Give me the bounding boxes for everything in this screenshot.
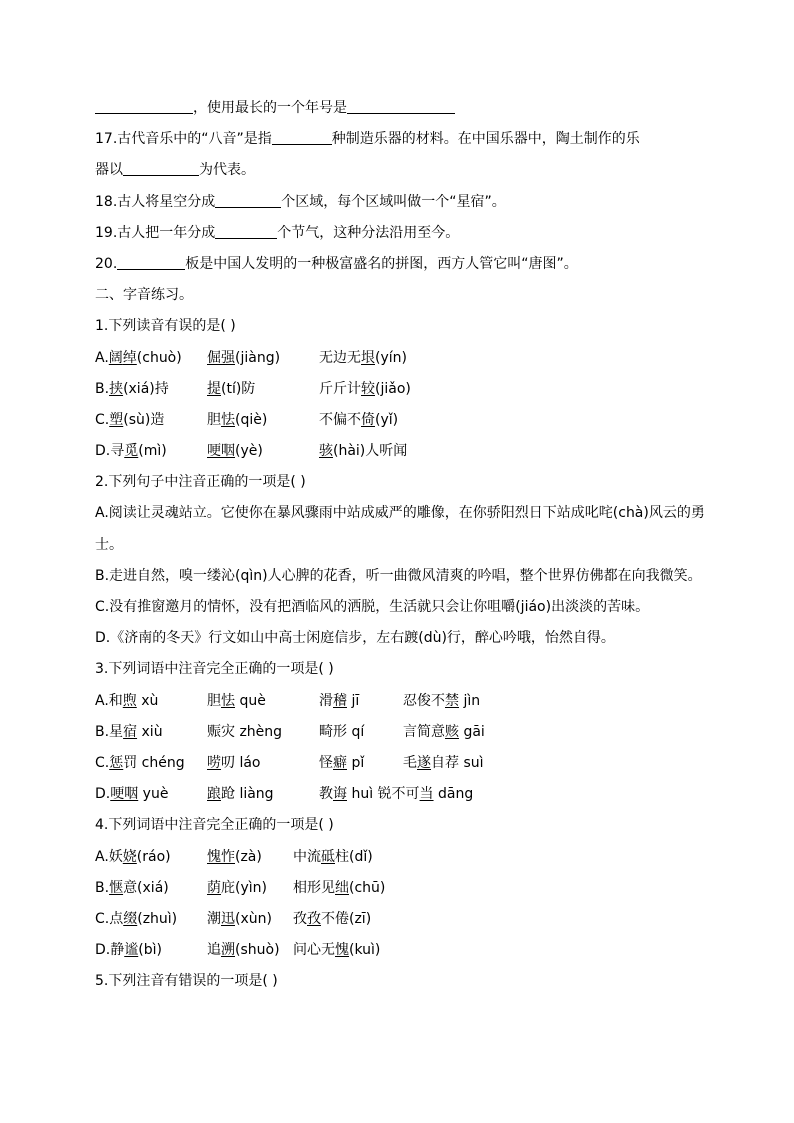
question-19: 19.古人把一年分成 个节气，这种分法沿用至今。 [95, 224, 460, 241]
section-heading: 二、字音练习。 [95, 287, 193, 304]
problem-3-option-c: C.惩罚 chéng 唠叨 láo 怪癖 pǐ 毛遂自荐 suì [95, 755, 484, 772]
answer-blank[interactable] [95, 98, 193, 114]
problem-5-stem: 5.下列注音有错误的一项是( ) [95, 973, 278, 990]
problem-1-option-d: D.寻觅(mì) 哽咽(yè) 骇(hài)人听闻 [95, 443, 408, 460]
answer-blank[interactable] [215, 223, 277, 239]
problem-4-stem: 4.下列词语中注音完全正确的一项是( ) [95, 817, 334, 834]
problem-2-stem: 2.下列句子中注音正确的一项是( ) [95, 474, 306, 491]
problem-3-option-d: D.哽咽 yuè 踉跄 liàng 教诲 huì 锐不可当 dāng [95, 786, 474, 803]
answer-blank[interactable] [272, 129, 332, 145]
problem-3-option-b: B.星宿 xiù 赈灾 zhèng 畸形 qí 言简意赅 gāi [95, 723, 485, 740]
problem-2-option-c: C.没有推窗邀月的情怀，没有把酒临风的洒脱，生活就只会让你咀嚼(jiáo)出淡淡的苦味。 [95, 599, 650, 616]
worksheet-page [95, 93, 705, 998]
problem-4-option-a: A.妖娆(ráo) 愧怍(zà) 中流砥柱(dǐ) [95, 848, 373, 865]
problem-2-option-d: D.《济南的冬天》行文如山中高士闲庭信步，左右踱(dù)行，醉心吟哦，怡然自得。 [95, 630, 615, 647]
problem-2-option-a: A.阅读让灵魂站立。它使你在暴风骤雨中站成威严的雕像，在你骄阳烈日下站成叱咤(chà)风云的勇士。 [95, 505, 705, 553]
answer-blank[interactable] [117, 254, 185, 270]
question-20: 20. 板是中国人发明的一种极富盛名的拼图，西方人管它叫“唐图”。 [95, 255, 578, 272]
problem-2-option-b: B.走进自然，嗅一缕沁(qìn)人心脾的花香，听一曲微风清爽的吟唱，整个世界仿佛都在向我微笑。 [95, 567, 702, 584]
problem-1-option-b: B.挟(xiá)持 提(tí)防 斤斤计较(jiǎo) [95, 380, 411, 397]
problem-1-option-a: A.阔绰(chuò) 倔强(jiàng) 无边无垠(yín) [95, 349, 407, 366]
problem-1-stem: 1.下列读音有误的是( ) [95, 318, 236, 335]
problem-4-option-c: C.点缀(zhuì) 潮迅(xùn) 孜孜不倦(zī) [95, 910, 372, 927]
answer-blank[interactable] [347, 98, 455, 114]
answer-blank[interactable] [123, 160, 199, 176]
problem-1-option-c: C.塑(sù)造 胆怯(qiè) 不偏不倚(yǐ) [95, 411, 399, 428]
answer-blank[interactable] [215, 192, 281, 208]
question-17-cont: 器以 为代表。 [95, 162, 255, 179]
question-17: 17.古代音乐中的“八音”是指 种制造乐器的材料。在中国乐器中，陶土制作的乐 [95, 131, 640, 148]
problem-3-option-a: A.和煦 xù 胆怯 què 滑稽 jī 忍俊不禁 jìn [95, 692, 481, 709]
problem-3-stem: 3.下列词语中注音完全正确的一项是( ) [95, 661, 334, 678]
question-18: 18.古人将星空分成 个区域，每个区域叫做一个“星宿”。 [95, 193, 506, 210]
problem-4-option-b: B.惬意(xiá) 荫庇(yìn) 相形见绌(chū) [95, 879, 386, 896]
q16-continuation: ，使用最长的一个年号是 [95, 93, 705, 124]
problem-4-option-d: D.静谧(bì) 追溯(shuò) 问心无愧(kuì) [95, 942, 381, 959]
